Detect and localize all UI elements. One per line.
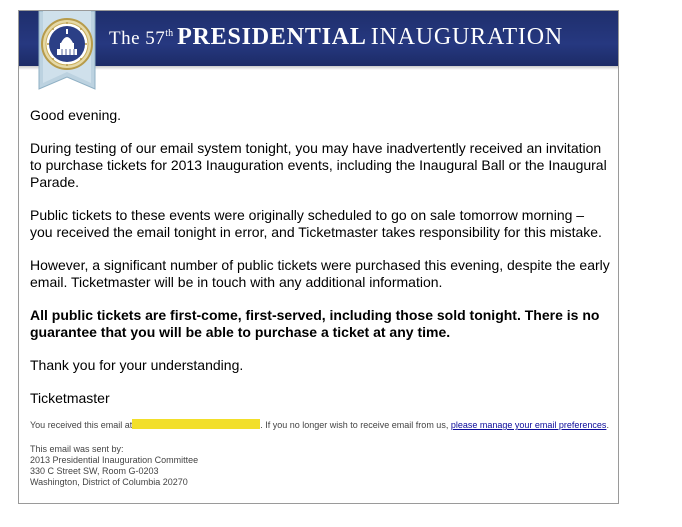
redacted-email-highlight [132, 419, 260, 429]
banner-title [109, 25, 563, 49]
sent-by-label: This email was sent by: [30, 444, 124, 454]
banner-shadow [19, 66, 618, 70]
paragraph-testing: During testing of our email system tonight, you may have inadvertently received an invitation to purchase tickets for 2013 Inauguration events, including the Inaugural Ball or the Inaugural Parade. [30, 140, 607, 190]
sender-address-line2: Washington, District of Columbia 20270 [30, 477, 188, 487]
paragraph-purchased: However, a significant number of public tickets were purchased this evening, despite the early email. Ticketmaster will be in touch with any additional information. [30, 257, 610, 290]
signature: Ticketmaster [30, 390, 110, 406]
thank-you-line: Thank you for your understanding. [30, 357, 244, 373]
title-inauguration: INAUGURATION [370, 24, 563, 50]
paragraph-first-come: All public tickets are first-come, first-served, including those sold tonight. There is no guarantee that you will be able to purchase a ticket at any time. [30, 307, 600, 340]
title-ordinal-suffix: th [165, 27, 174, 39]
title-the: The 57 [109, 28, 166, 49]
sender-address-line1: 330 C Street SW, Room G-0203 [30, 466, 159, 476]
email-frame [18, 10, 619, 504]
header-banner [19, 11, 618, 66]
greeting: Good evening. [30, 107, 122, 123]
received-suffix: . If you no longer wish to receive email from us, [260, 420, 449, 430]
email-body [30, 107, 610, 423]
email-footer [30, 419, 610, 488]
title-presidential: PRESIDENTIAL [177, 24, 367, 50]
received-prefix: You received this email at [30, 420, 133, 430]
inauguration-seal-icon [38, 11, 96, 91]
footer-period: . [606, 420, 609, 430]
paragraph-schedule: Public tickets to these events were originally scheduled to go on sale tomorrow morning – you received the email tonight in error, and Ticketmaster takes responsibility for this mistake. [30, 207, 602, 240]
received-notice [30, 419, 610, 431]
sender-name: 2013 Presidential Inauguration Committee [30, 455, 199, 465]
sender-block [30, 444, 610, 488]
manage-preferences-link[interactable]: please manage your email preferences [450, 420, 607, 430]
